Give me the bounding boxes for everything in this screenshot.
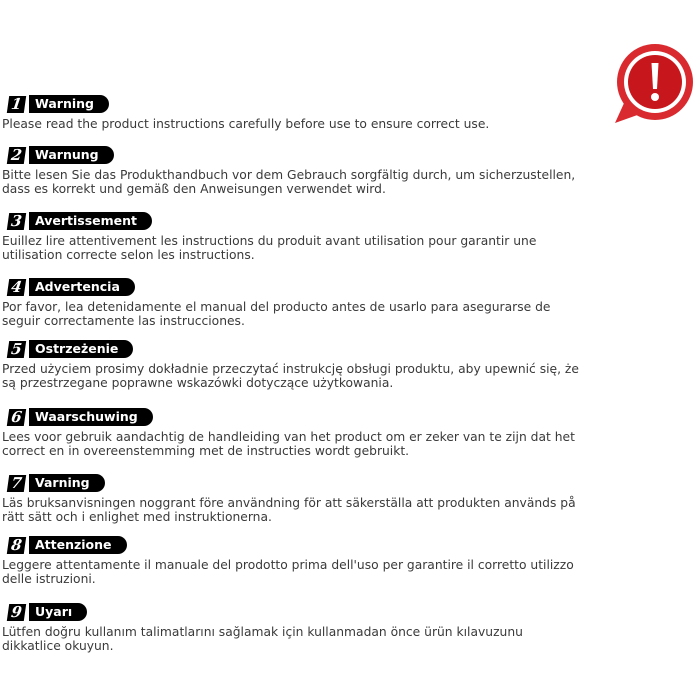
warning-item-4 [0, 277, 700, 328]
warning-text: Przed użyciem prosimy dokładnie przeczytać instrukcję obsługi produktu, aby upewnić się, że są przestrzegane poprawne wskazówki dotyczące użytkowania. [2, 362, 579, 390]
warning-header [0, 602, 700, 622]
warning-header [0, 94, 700, 114]
item-number-badge: 4 [7, 279, 26, 296]
warning-text: Lütfen doğru kullanım talimatlarını sağlamak için kullanmadan önce ürün kılavuzunu dikkatlice okuyun. [2, 625, 523, 653]
warning-item-5 [0, 339, 700, 390]
warning-label: Advertencia [29, 278, 135, 296]
warning-header [0, 407, 700, 427]
warning-label: Varning [29, 474, 105, 492]
warning-text: Por favor, lea detenidamente el manual del producto antes de usarlo para asegurarse de seguir correctamente las instrucciones. [2, 300, 551, 328]
warning-header [0, 277, 700, 297]
warning-item-7 [0, 473, 700, 524]
warning-header [0, 145, 700, 165]
warning-label: Waarschuwing [29, 408, 153, 426]
item-number-badge: 3 [7, 213, 26, 230]
warning-text: Please read the product instructions carefully before use to ensure correct use. [2, 117, 490, 131]
item-number-badge: 1 [7, 96, 26, 113]
item-number-badge: 6 [7, 409, 26, 426]
warning-label: Attenzione [29, 536, 127, 554]
warning-label: Warning [29, 95, 109, 113]
warning-header [0, 339, 700, 359]
warning-item-9 [0, 602, 700, 653]
warning-label: Ostrzeżenie [29, 340, 133, 358]
warning-label: Warnung [29, 146, 114, 164]
warning-item-3 [0, 211, 700, 262]
warning-item-6 [0, 407, 700, 458]
warning-item-1 [0, 94, 700, 131]
warning-header [0, 473, 700, 493]
warning-text: Euillez lire attentivement les instructions du produit avant utilisation pour garantir une utilisation correcte selon les instructions. [2, 234, 537, 262]
warning-label: Uyarı [29, 603, 87, 621]
warning-header [0, 211, 700, 231]
warning-item-8 [0, 535, 700, 586]
item-number-badge: 5 [7, 341, 26, 358]
warning-text: Lees voor gebruik aandachtig de handleiding van het product om er zeker van te zijn dat het correct en in overeenstemming met de instructies wordt gebruikt. [2, 430, 575, 458]
item-number-badge: 9 [7, 604, 26, 621]
item-number-badge: 7 [7, 475, 26, 492]
warning-text: Leggere attentamente il manuale del prodotto prima dell'uso per garantire il corretto utilizzo delle istruzioni. [2, 558, 574, 586]
warning-text: Bitte lesen Sie das Produkthandbuch vor dem Gebrauch sorgfältig durch, um sicherzustellen, dass es korrekt und gemäß den Anweisungen verwendet wird. [2, 168, 576, 196]
item-number-badge: 8 [7, 537, 26, 554]
warning-text: Läs bruksanvisningen noggrant före användning för att säkerställa att produkten används på rätt sätt och i enlighet med instruktionerna. [2, 496, 576, 524]
warning-header [0, 535, 700, 555]
item-number-badge: 2 [7, 147, 26, 164]
warning-item-2 [0, 145, 700, 196]
warning-label: Avertissement [29, 212, 152, 230]
